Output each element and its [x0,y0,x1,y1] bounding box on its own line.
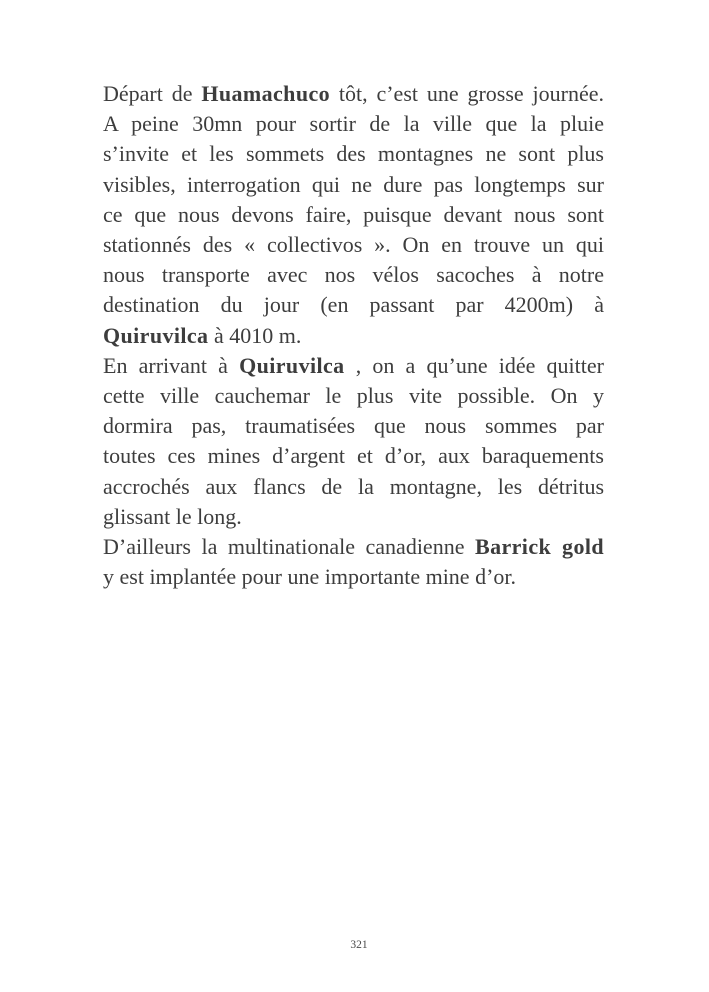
bold-text-segment: Huamachuco [201,81,331,106]
text-line [103,290,604,320]
text-line [103,260,604,290]
text-line [103,441,604,471]
text-block [103,79,604,592]
text-line [103,200,604,230]
text-segment: A peine 30mn pour sortir de la ville que la pluie [103,111,604,137]
bold-text-segment: Barrick gold [475,534,604,560]
text-line [103,472,604,502]
bold-text-segment: Quiruvilca [239,352,345,378]
text-segment: Départ de [103,81,202,106]
text-segment: cette ville cauchemar le plus vite possible. On y [103,383,604,409]
page-number: 321 [350,939,368,951]
text-segment: ce que nous devons faire, puisque devant nous sont [103,201,604,227]
text-segment: toutes ces mines d’argent et d’or, aux baraquements [103,443,604,469]
text-line [103,411,604,441]
text-line [103,170,604,200]
text-line [103,502,604,532]
text-line [103,321,604,351]
text-segment: tôt, c’est une grosse journée. [330,81,605,106]
text-line [103,562,604,592]
text-line [103,351,604,381]
text-line [103,532,604,562]
text-line [103,230,604,260]
text-segment: dormira pas, traumatisées que nous sommes par [103,413,604,439]
text-segment: visibles, interrogation qui ne dure pas longtemps sur [103,171,604,197]
text-segment: s’invite et les sommets des montagnes ne sont plus [103,141,604,167]
text-segment: accrochés aux flancs de la montagne, les détritus [103,473,604,499]
bold-text-segment: Quiruvilca [103,322,209,348]
paragraph [103,79,604,351]
paragraph [103,351,604,532]
text-segment: , on a qu’une idée quitter [344,352,604,378]
paragraph [103,532,604,592]
text-segment: à 4010 m. [208,322,302,348]
text-segment: En arrivant à [103,352,240,378]
text-segment: nous transporte avec nos vélos sacoches à notre [103,262,604,288]
text-line [103,109,604,139]
text-line [103,139,604,169]
text-segment: D’ailleurs la multinationale canadienne [103,534,475,560]
text-segment: destination du jour (en passant par 4200m) à [103,292,604,318]
text-segment: y est implantée pour une importante mine d’or. [103,564,517,590]
text-segment: glissant le long. [103,503,242,529]
text-segment: stationnés des « collectivos ». On en trouve un qui [103,232,604,258]
text-line [103,79,604,109]
text-line [103,381,604,411]
